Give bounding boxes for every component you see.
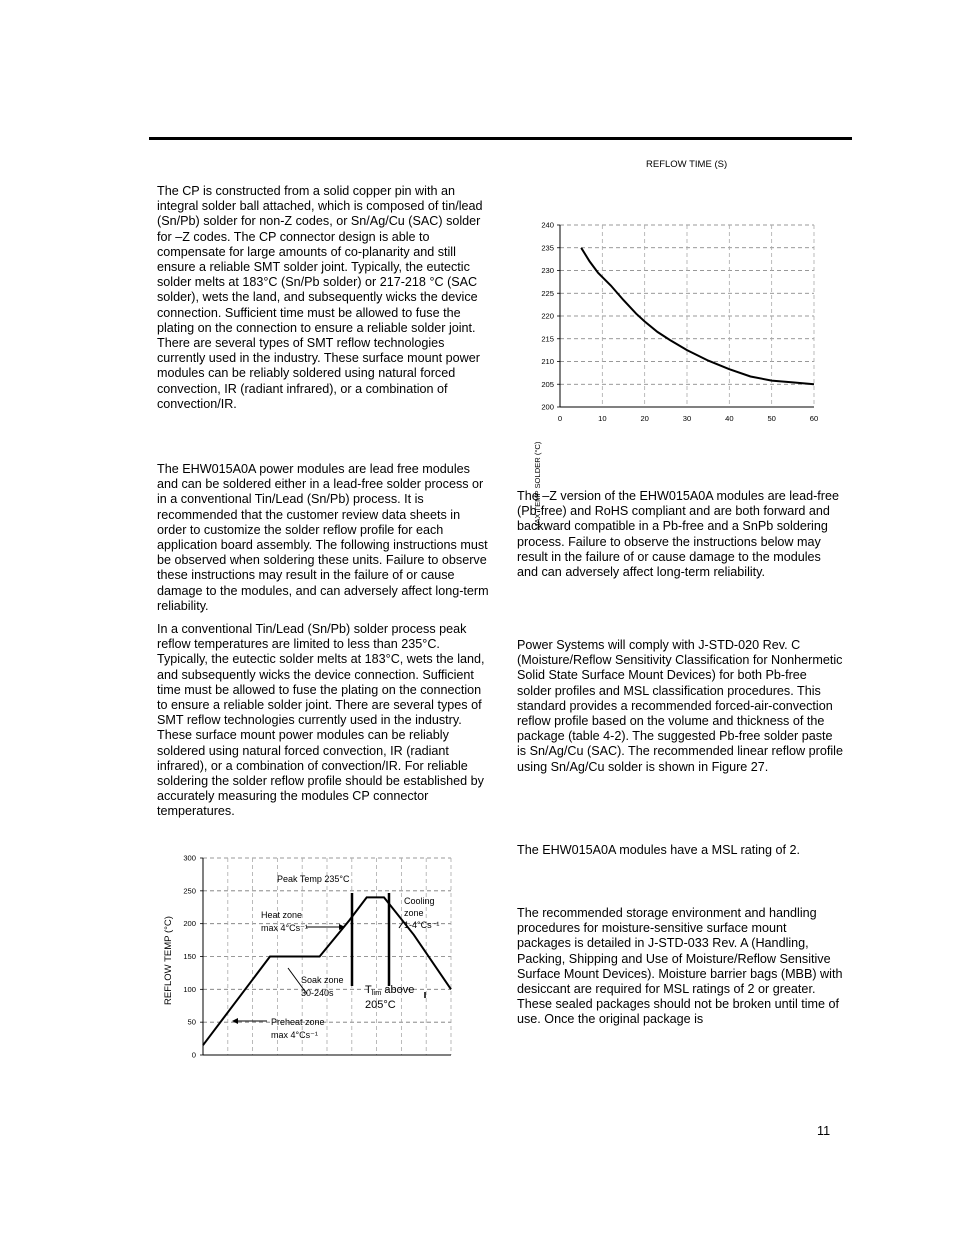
heat-zone-label: Heat zone xyxy=(261,910,303,920)
cooling-zone-rate: 1-4°Cs⁻¹ xyxy=(404,920,440,930)
chart1-ytick-label: 235 xyxy=(541,243,554,253)
chart1-xtick-label: 50 xyxy=(767,414,776,423)
page-number: 11 xyxy=(817,1124,831,1138)
header-rule xyxy=(149,137,852,140)
preheat-zone-label: Preheat zone xyxy=(271,1017,325,1027)
chart1-ytick-label: 220 xyxy=(541,311,554,321)
cooling-zone-label-2: zone xyxy=(404,908,424,918)
chart2-ytick-label: 100 xyxy=(183,984,196,994)
chart1-ylabel: MAX TEMP SOLDER (°C) xyxy=(533,441,542,530)
preheat-zone-rate: max 4°Cs⁻¹ xyxy=(271,1030,318,1040)
chart2-ytick-label: 0 xyxy=(191,1050,196,1060)
storage-paragraph: The recommended storage environment and handling procedures for moisture-sensitive surface mount packages is detailed in J-STD-033 Rev. A (Handling, Packing, Shipping and Use of Moisture/Reflow Sensitive Surface Mount Devices). Moisture barrier bags (MBB) with desiccant are required for MSL ratings of 2 or greater. These sealed packages should not be broken until time of use. Once the original package is xyxy=(517,906,843,1027)
chart2-ytick-label: 50 xyxy=(187,1017,196,1027)
chart1-ytick-label: 210 xyxy=(541,357,554,366)
lead-free-paragraph: The EHW015A0A power modules are lead free modules and can be soldered either in a lead-free solder process or in a conventional Tin/Lead (Sn/Pb) process. It is recommended that the customer review data sheets in order to customize the solder reflow profile for each application board assembly. The following instructions must be observed when soldering these units. Failure to observe these instructions may result in the failure of or cause damage to the modules, and can adversely affect long-term reliability. xyxy=(157,462,489,613)
peak-temp-label: Peak Temp 235°C xyxy=(277,874,350,884)
chart1-xtick-label: 60 xyxy=(809,414,819,423)
z-version-paragraph: The –Z version of the EHW015A0A modules are lead-free (Pb-free) and RoHS compliant and are both forward and backward compatible in a Pb-free and a SnPb soldering process. Failure to observe the instructions below may result in the failure of or cause damage to the modules and can adversely affect long-term reliability. xyxy=(517,489,840,580)
heat-zone-rate: max 4°Cs⁻¹ xyxy=(261,923,308,933)
chart2-ytick-label: 150 xyxy=(183,952,196,961)
chart1-ytick-label: 225 xyxy=(541,288,554,298)
msl-rating-paragraph: The EHW015A0A modules have a MSL rating of 2. xyxy=(517,843,801,857)
chart1-xtick-label: 0 xyxy=(557,414,563,423)
tlim-label: Tlim above xyxy=(365,984,415,997)
chart2-ylabel: REFLOW TEMP (°C) xyxy=(163,916,174,1005)
chart1-ytick-label: 200 xyxy=(541,402,554,412)
soak-zone-label: Soak zone xyxy=(301,975,344,985)
chart1-ytick-label: 230 xyxy=(541,266,554,275)
chart2-ytick-label: 300 xyxy=(183,853,196,863)
chart1-xtick-label: 40 xyxy=(725,414,734,423)
jstd020-paragraph: Power Systems will comply with J-STD-020 Rev. C (Moisture/Reflow Sensitivity Classification for Nonhermetic Solid State Surface Mount Devices) for both Pb-free solder profiles and MSL classification procedures. This standard provides a recommended forced-air-convection reflow profile based on the volume and thickness of the package (table 4-2). The suggested Pb-free solder paste is Sn/Ag/Cu (SAC). The recommended linear reflow profile using Sn/Ag/Cu solder is shown in Figure 27. xyxy=(517,638,843,774)
reflow-profile-chart xyxy=(155,848,465,1068)
cp-construction-paragraph: The CP is constructed from a solid copper pin with an integral solder ball attached, which is composed of tin/lead (Sn/Pb) solder for non-Z codes, or Sn/Ag/Cu (SAC) solder for –Z codes. The CP connector design is able to compensate for large amounts of co-planarity and still ensure a reliable SMT solder joint. Typically, the eutectic solder melts at 183°C (Sn/Pb solder) or 217-218 °C (SAC solder), wets the land, and subsequently wicks the device connection. Sufficient time must be allowed to fuse the plating on the connection to ensure a reliable solder joint. There are several types of SMT reflow technologies currently used in the industry. These surface mount power modules can be reliably soldered using natural forced convection, IR (radiant infrared), or a combination of convection/IR. xyxy=(157,184,483,411)
chart1-ytick-label: 240 xyxy=(541,220,554,230)
chart1-ytick-label: 205 xyxy=(541,379,554,389)
tin-lead-paragraph: In a conventional Tin/Lead (Sn/Pb) solder process peak reflow temperatures are limited to less than 235°C. Typically, the eutectic solder melts at 183°C, wets the land, and subsequently wicks the device connection. Sufficient time must be allowed to fuse the plating on the connection to ensure a reliable solder joint. There are several types of SMT reflow technologies currently used in the industry. These surface mount power modules can be reliably soldered using natural forced convection, IR (radiant infrared), or a combination of convection/IR. For reliable soldering the solder reflow profile should be established by accurately measuring the modules CP connector temperatures. xyxy=(157,622,485,819)
chart1-xtick-label: 10 xyxy=(598,414,607,423)
chart2-ytick-label: 200 xyxy=(183,919,196,929)
chart1-xtick-label: 30 xyxy=(682,414,692,423)
preheat-zone-arrowhead xyxy=(232,1018,238,1024)
soak-zone-time: 30-240s xyxy=(301,988,334,998)
max-temp-chart xyxy=(510,210,830,530)
cooling-zone-label: Cooling xyxy=(404,896,435,906)
chart1-ytick-label: 215 xyxy=(541,334,554,344)
tlim-temp: 205°C xyxy=(365,999,396,1011)
chart1-xtick-label: 20 xyxy=(640,414,649,423)
chart1-xlabel: REFLOW TIME (S) xyxy=(646,159,728,170)
chart2-ytick-label: 250 xyxy=(183,886,196,896)
